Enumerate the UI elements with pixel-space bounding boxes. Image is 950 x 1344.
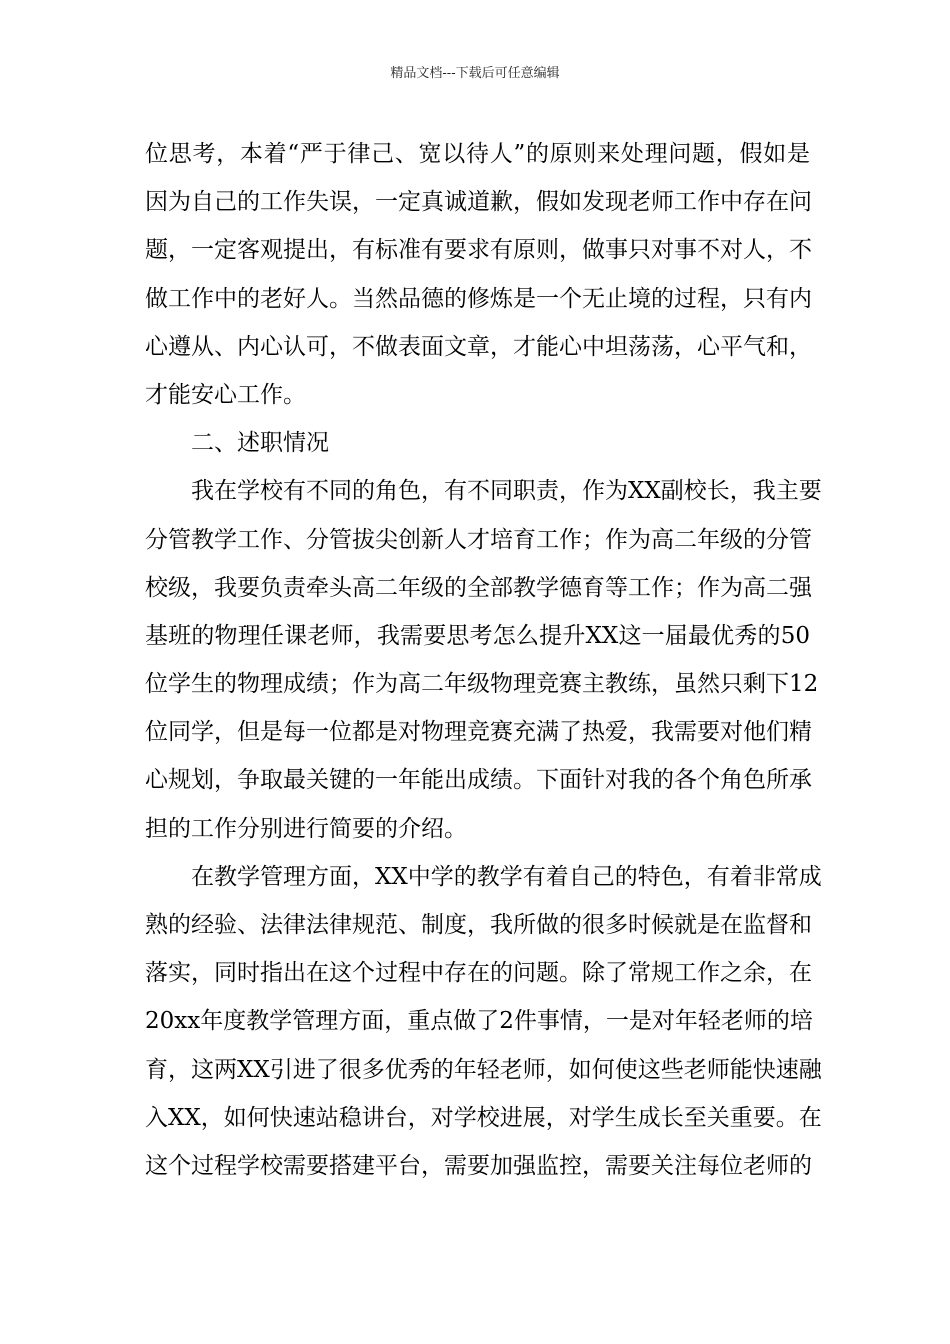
- text-line: 20xx年度教学管理方面，重点做了2件事情，一是对年轻老师的培: [145, 1008, 813, 1035]
- text-line: 才能安心工作。: [145, 381, 306, 408]
- text-line: 心规划，争取最关键的一年能出成绩。下面针对我的各个角色所承: [145, 767, 812, 794]
- text-line: 校级，我要负责牵头高二年级的全部教学德育等工作；作为高二强: [145, 574, 812, 601]
- text-line: 基班的物理任课老师，我需要思考怎么提升XX这一届最优秀的50: [145, 622, 810, 649]
- page-header: 精品文档---下载后可任意编辑: [390, 66, 560, 81]
- text-line: 入XX，如何快速站稳讲台，对学校进展，对学生成长至关重要。在: [145, 1104, 822, 1131]
- text-line: 熟的经验、法律法律规范、制度，我所做的很多时候就是在监督和: [145, 912, 812, 938]
- text-line: 这个过程学校需要搭建平台，需要加强监控，需要关注每位老师的: [145, 1152, 812, 1179]
- text-line: 落实，同时指出在这个过程中存在的问题。除了常规工作之余，在: [145, 960, 812, 987]
- text-line: 分管教学工作、分管拔尖创新人才培育工作；作为高二年级的分管: [145, 526, 812, 553]
- text-line: 做工作中的老好人。当然品德的修炼是一个无止境的过程，只有内: [145, 285, 812, 312]
- text-line: 在教学管理方面，XX中学的教学有着自己的特色，有着非常成: [191, 863, 822, 890]
- text-line: 育，这两XX引进了很多优秀的年轻老师，如何使这些老师能快速融: [145, 1056, 822, 1083]
- text-line: 位同学，但是每一位都是对物理竞赛充满了热爱，我需要对他们精: [145, 719, 812, 746]
- text-line: 担的工作分别进行简要的介绍。: [145, 815, 467, 842]
- text-line: 我在学校有不同的角色，有不同职责，作为XX副校长，我主要: [191, 478, 822, 505]
- document-body: [145, 130, 822, 1190]
- section-heading: 二、述职情况: [191, 430, 329, 457]
- text-line: 位学生的物理成绩；作为高二年级物理竞赛主教练，虽然只剩下12: [145, 671, 819, 698]
- text-line: 心遵从、内心认可，不做表面文章，才能心中坦荡荡，心平气和，: [145, 333, 812, 360]
- text-line: 题，一定客观提出，有标准有要求有原则，做事只对事不对人，不: [145, 237, 812, 264]
- text-line: 因为自己的工作失误，一定真诚道歉，假如发现老师工作中存在问: [145, 189, 812, 216]
- text-line: 位思考，本着“严于律己、宽以待人”的原则来处理问题，假如是: [145, 141, 810, 167]
